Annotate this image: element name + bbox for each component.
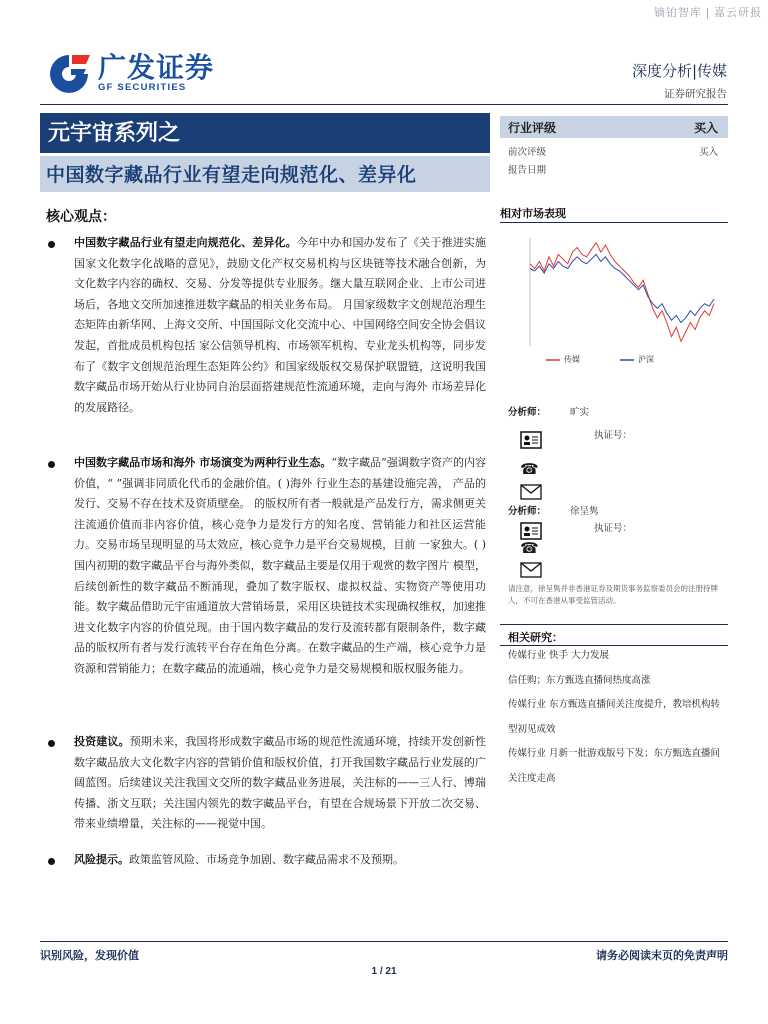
related-item[interactable]: 信任购；东方甄选直播间热度高涨 [508, 674, 651, 686]
report-subtitle: 证券研究报告 [664, 88, 727, 100]
bullet-lead: 中国数字藏品行业有望走向规范化、差异化。 [74, 236, 297, 249]
market-heading: 相对市场表现 [500, 207, 566, 220]
bullet-dot [48, 740, 55, 747]
report-date-label: 报告日期 [508, 165, 547, 176]
legend-swatch-hs [620, 358, 634, 362]
bullet-dot [48, 858, 55, 865]
brand-name-en: GF SECURITIES [98, 82, 187, 93]
related-item[interactable]: 传媒行业 月新一批游戏版号下发；东方甄选直播间关注度走高 [508, 748, 721, 784]
related-divider-top [500, 624, 728, 625]
rating-value: 买入 [693, 121, 718, 135]
core-bullet-1 [74, 233, 486, 418]
related-list [508, 644, 724, 791]
related-heading: 相关研究： [508, 631, 563, 644]
phone-icon: ☎ [520, 539, 539, 557]
phone-icon: ☎ [520, 460, 539, 478]
bullet-body: 今年中办和国办发布了《关于推进实施国家文化数字化战略的意见》，鼓励文化产权交易机构与区块链等技术融合创新，为文化数字内容的确权、交易、分发等提供专业服务。继大量互联网企业、上市公司进场后，各地文交所加速推进数字藏品的相关业务布局。 月国家级数字文创规范治理生态矩阵由新华网、上海文交所、中国国际文化交流中心、中国网络空间安全协会倡议发起，首批成员机构包括 家公信领导机构、市场领军机构、专业龙头机构等，同步发布了《数字文创规范治理生态矩阵公约》和国家级版权交易保护联盟链，这说明我国数字藏品市场开始从行业协同自治层面搭建规范性流通环境，走向与海外 市场差异化的发展路径。 [74, 236, 487, 414]
logo-mark-icon [46, 52, 92, 94]
legend-label-hs: 沪深 [638, 355, 654, 364]
footer-slogan: 识别风险，发现价值 [40, 949, 139, 962]
brand-name-cn: 广发证券 [98, 51, 215, 84]
page-number: 1 / 21 [371, 966, 397, 977]
legend-label-media: 传媒 [564, 355, 580, 364]
cert-label: 执证号： [594, 430, 633, 441]
bullet-body: “数字藏品”强调数字资产的内容价值，“ ”强调非同质化代币的金融价值。( )海外 行业生态的基建设施完善， 产品的发行、交易不存在技术及资质壁垒。 的版权所有者一般就是产品发行方，需求侧更关注流通价值而非内容价值，核心竞争力是发行方的知名度、营销能力和社区运营能力。交易市场呈现明显的马太效应，核心竞争力是平台交易规模，目前 一家独大。( )国内初期的数字藏品平台与海外类似，数字藏品主要是仅用于观赏的数字图片 模型，后续创新性的数字藏品不断涌现，叠加了数字版权、虚拟权益、实物资产等使用功能。数字藏品借助元宇宙通道放大营销场景，采用区块链技术实现确权维权，加速推进文化数字内容的价值兑现。由于国内数字藏品的发行及流转都有限制条件，数字藏品的版权所有者与发行流转平台存在角色分离。在数字藏品的生产端，核心竞争力是 资源和营销能力；在数字藏品的流通端，核心竞争力是交易规模和版权服务能力。 [74, 456, 487, 675]
analyst-name: 旷实 [570, 407, 590, 418]
prev-rating-label: 前次评级 [508, 147, 547, 158]
analyst-label: 分析师： [508, 407, 547, 418]
core-bullet-3 [74, 732, 486, 835]
related-item[interactable]: 传媒行业 东方甄选直播间关注度提升，教培机构转型初见成效 [508, 699, 721, 735]
analyst-label: 分析师： [508, 506, 547, 517]
bullet-dot [48, 461, 55, 468]
bullet-dot [48, 241, 55, 248]
id-card-icon [520, 431, 542, 449]
prev-rating-value: 买入 [698, 147, 718, 158]
watermark: 镝铂智库 | 嘉云研报 [654, 7, 762, 19]
email-icon [520, 561, 542, 579]
footer-divider [40, 941, 728, 942]
footer-disclaimer-link[interactable]: 请务必阅读末页的免责声明 [596, 949, 728, 962]
analyst-name: 徐呈隽 [570, 506, 599, 517]
market-divider [500, 222, 728, 223]
legend-swatch-media [546, 358, 560, 362]
bullet-body: 政策监管风险、市场竞争加剧、数字藏品需求不及预期。 [129, 853, 404, 866]
series-title: 元宇宙系列之 [48, 120, 181, 146]
relative-performance-chart [520, 232, 720, 352]
main-title: 中国数字藏品行业有望走向规范化、差异化 [46, 164, 417, 186]
core-bullet-4 [74, 850, 486, 871]
report-type: 深度分析|传媒 [631, 62, 727, 80]
cert-label: 执证号： [594, 523, 633, 534]
email-icon [520, 483, 542, 501]
bullet-lead: 风险提示。 [74, 853, 129, 866]
series-line-hs [530, 254, 714, 322]
bullet-body: 预期未来，我国将形成数字藏品市场的规范性流通环境，持续开发创新性数字藏品放大文化数字内容的营销价值和版权价值，打开我国数字藏品行业发展的广阔蓝图。后续建议关注我国文交所的数字藏品业务进展，关注标的——三人行、博瑞传播、浙文互联；关注国内领先的数字藏品平台，有望在合规场景下开放二次交易、带来业绩增量，关注标的——视觉中国。 [74, 735, 487, 831]
header-divider [40, 104, 728, 105]
rating-label: 行业评级 [508, 121, 557, 135]
bullet-lead: 投资建议。 [74, 735, 130, 748]
id-card-icon [520, 522, 542, 540]
core-view-heading: 核心观点： [46, 209, 116, 225]
brand-logo [46, 52, 246, 92]
bullet-lead: 中国数字藏品市场和海外 市场演变为两种行业生态。 [74, 456, 332, 469]
core-bullet-2 [74, 453, 486, 680]
series-line-media [530, 243, 714, 342]
analyst-disclaimer: 请注意，徐呈隽并非香港证券及期货事务监察委员会的注册持牌人，不可在香港从事受监管活动。 [508, 584, 718, 605]
related-item[interactable]: 传媒行业 快手 大力发展 [508, 650, 610, 661]
